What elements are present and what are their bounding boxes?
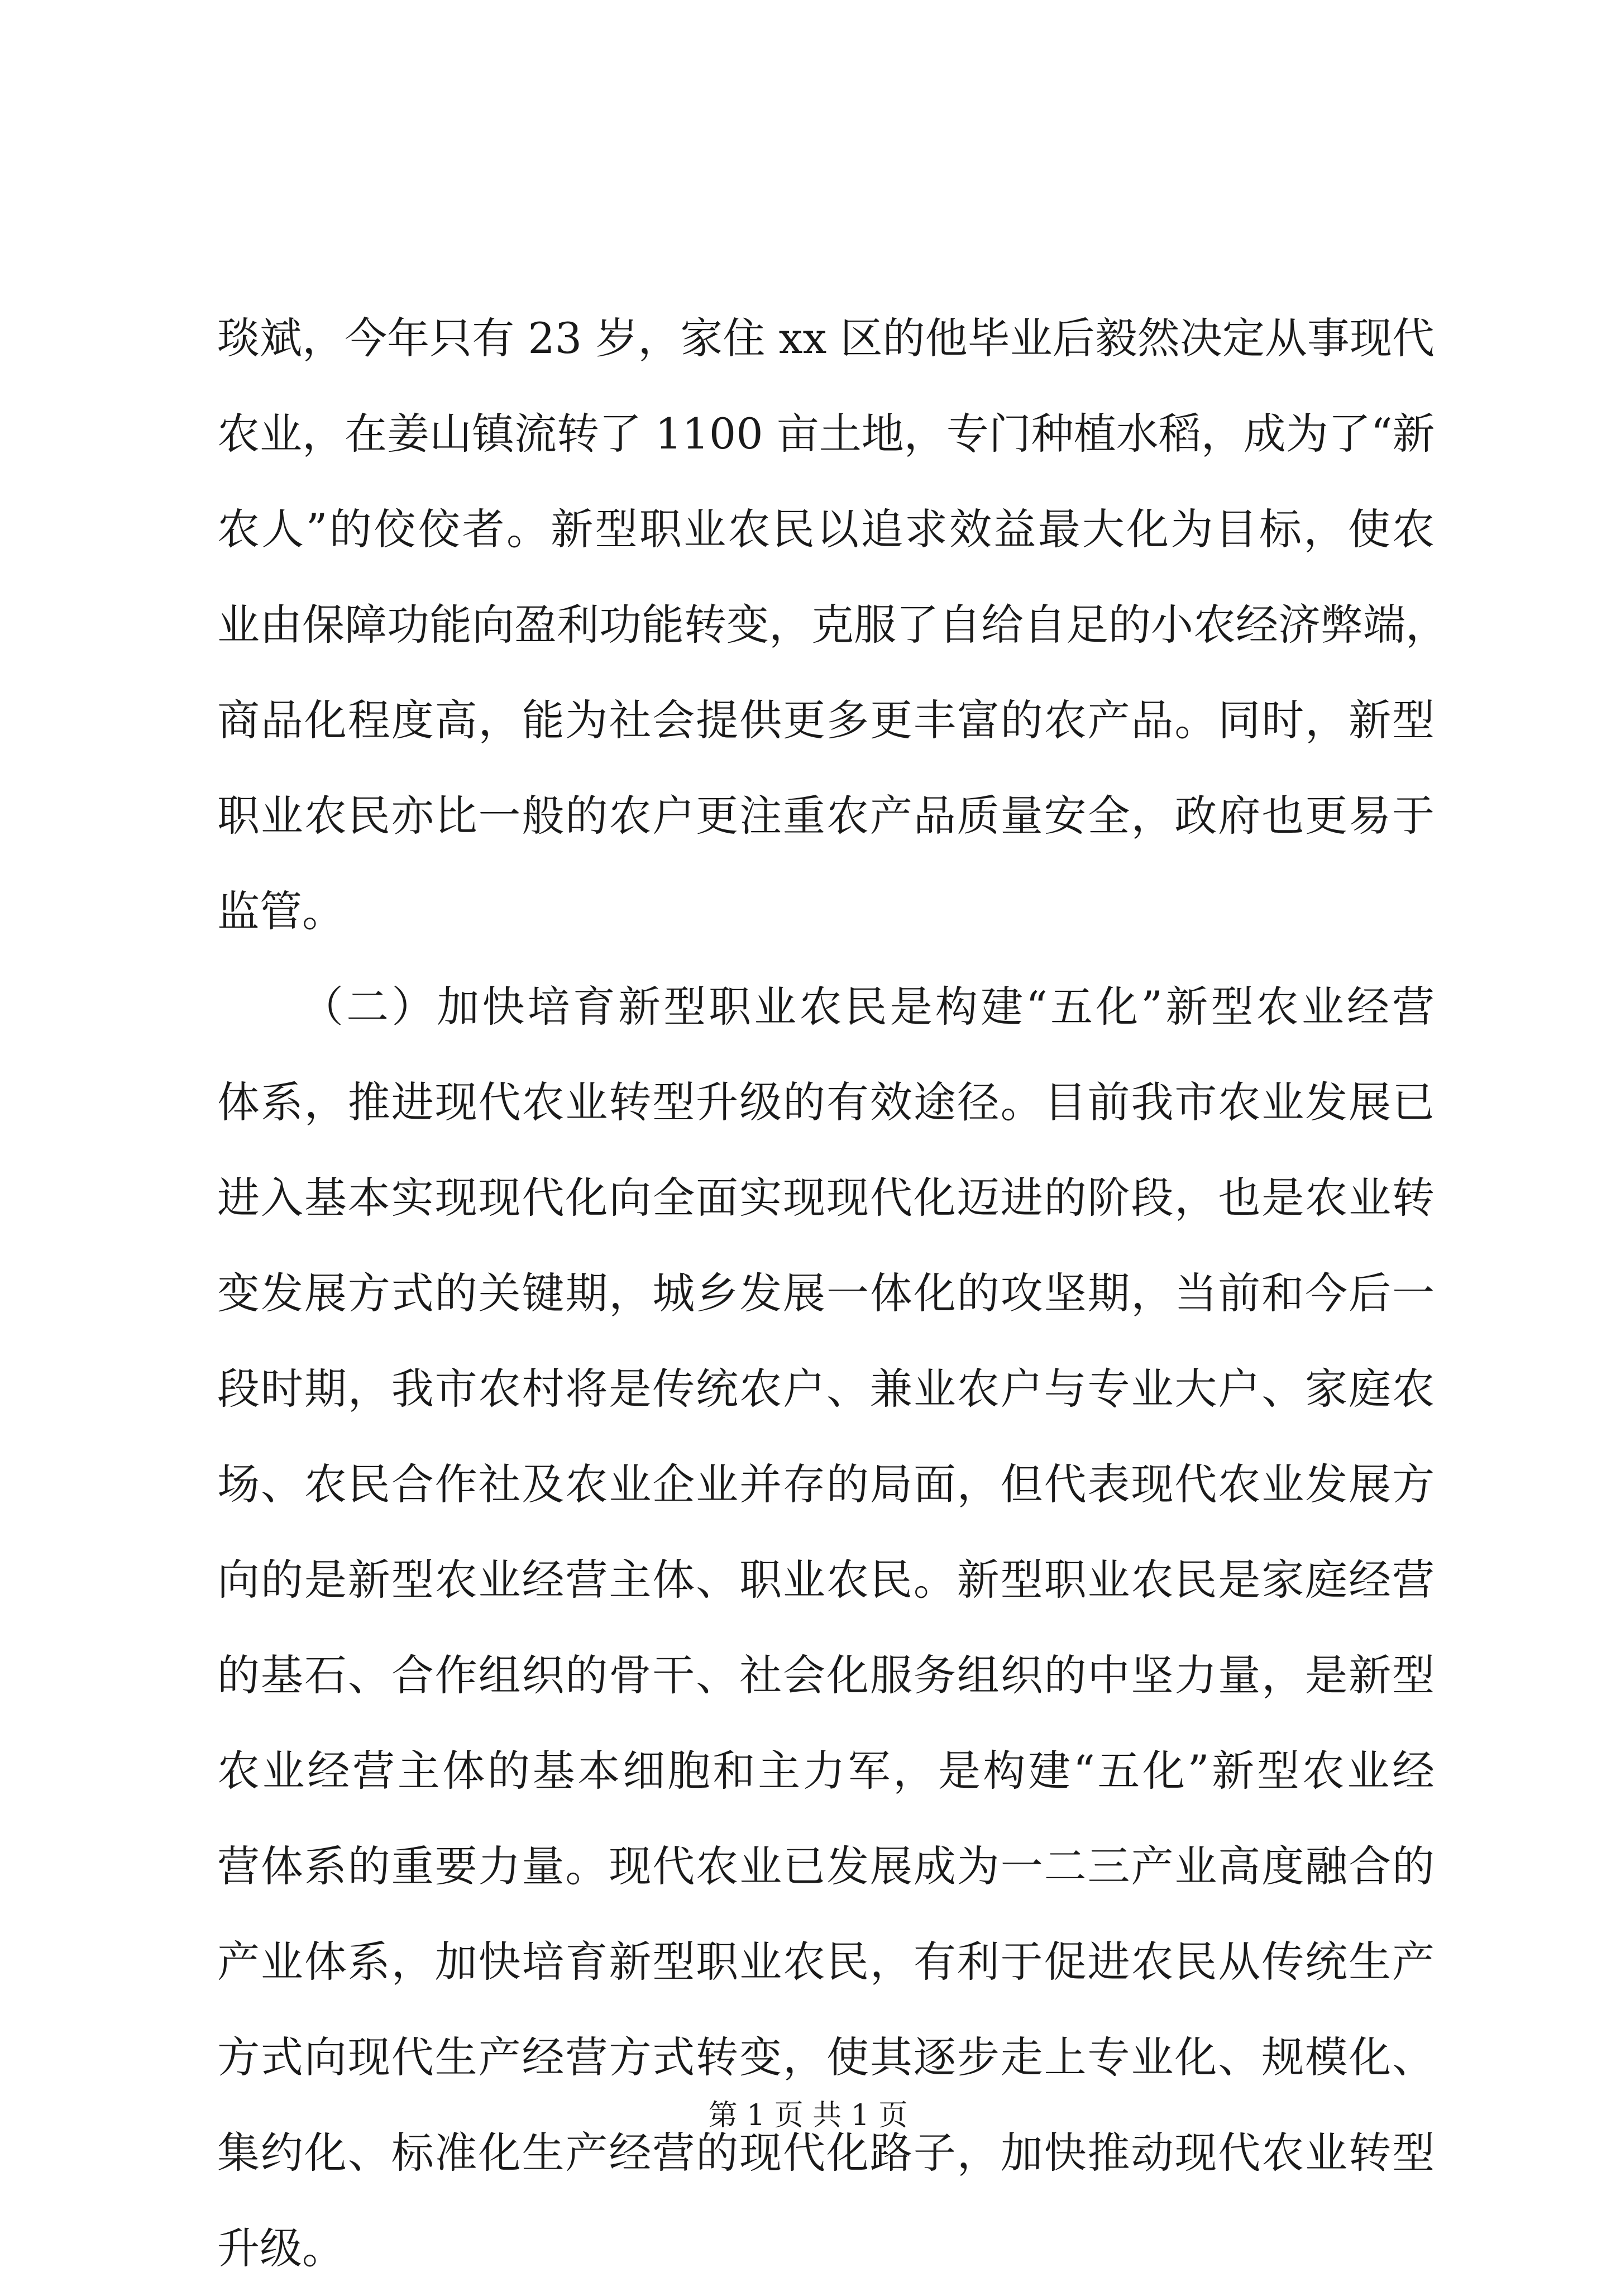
text-line: 的基石、合作组织的骨干、社会化服务组织的中坚力量，是新型 (217, 1650, 1435, 1700)
text-line: 产业体系，加快培育新型职业农民，有利于促进农民从传统生产 (217, 1937, 1435, 1987)
page-footer (0, 2095, 1616, 2136)
text-line: 农业经营主体的基本细胞和主力军，是构建“五化”新型农业经 (217, 1746, 1435, 1796)
text-line: 商品化程度高，能为社会提供更多更丰富的农产品。同时，新型 (217, 695, 1435, 745)
text-line: 农人”的佼佼者。新型职业农民以追求效益最大化为目标，使农 (217, 504, 1435, 554)
text-line: 方式向现代生产经营方式转变，使其逐步走上专业化、规模化、 (217, 2032, 1435, 2082)
text-line: 进入基本实现现代化向全面实现现代化迈进的阶段，也是农业转 (217, 1173, 1435, 1223)
text-line-first: （二）加快培育新型职业农民是构建“五化”新型农业经营 (301, 982, 1435, 1032)
text-line: 变发展方式的关键期，城乡发展一体化的攻坚期，当前和今后一 (217, 1268, 1435, 1318)
text-line: 段时期，我市农村将是传统农户、兼业农户与专业大户、家庭农 (217, 1364, 1435, 1414)
text-line: 营体系的重要力量。现代农业已发展成为一二三产业高度融合的 (217, 1841, 1435, 1891)
text-line: 职业农民亦比一般的农户更注重农产品质量安全，政府也更易于 (217, 791, 1435, 841)
page-number-label: 第 1 页 共 1 页 (708, 2099, 908, 2132)
paragraph-1 (217, 290, 1448, 959)
text-line: 场、农民合作社及农业企业并存的局面，但代表现代农业发展方 (217, 1459, 1435, 1509)
text-line: 集约化、标准化生产经营的现代化路子，加快推动现代农业转型 (217, 2128, 1435, 2178)
text-line: 琰斌，今年只有 23 岁，家住 xx 区的他毕业后毅然决定从事现代 (217, 313, 1435, 363)
text-line: 体系，推进现代农业转型升级的有效途径。目前我市农业发展已 (217, 1077, 1435, 1127)
text-line: 业由保障功能向盈利功能转变，克服了自给自足的小农经济弊端， (217, 600, 1448, 650)
document-body (217, 290, 1448, 2296)
text-line-last: 升级。 (217, 2223, 345, 2273)
text-line: 农业，在姜山镇流转了 1100 亩土地，专门种植水稻，成为了“新 (217, 409, 1435, 459)
text-line-last: 监管。 (217, 886, 345, 936)
text-line: 向的是新型农业经营主体、职业农民。新型职业农民是家庭经营 (217, 1555, 1435, 1605)
